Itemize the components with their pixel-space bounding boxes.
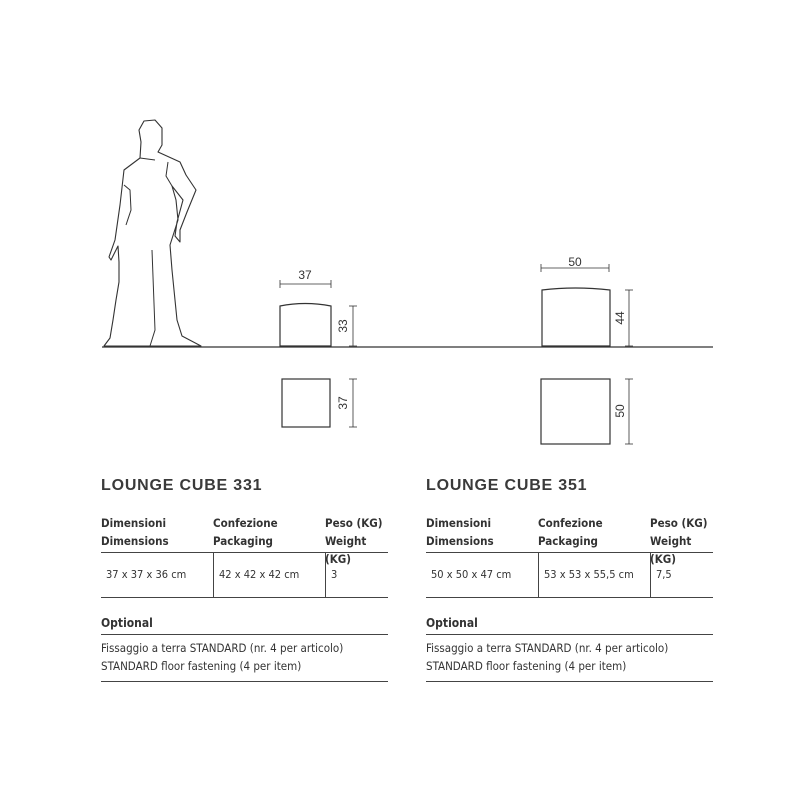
optional-body xyxy=(426,635,713,682)
header-weight: Peso (KG) Weight (KG) xyxy=(650,516,708,566)
optional-title: Optional xyxy=(426,614,713,635)
product-title: LOUNGE CUBE 351 xyxy=(426,477,588,494)
spec-value-row xyxy=(426,553,713,598)
spec-value-row xyxy=(101,553,388,598)
optional-text-it: Fissaggio a terra STANDARD (nr. 4 per articolo) xyxy=(426,641,669,655)
small-cube-top-view xyxy=(282,379,330,427)
optional-body xyxy=(101,635,388,682)
value-weight: 3 xyxy=(325,553,388,597)
product-block-351 xyxy=(426,474,713,682)
small-width-label: 37 xyxy=(298,268,312,282)
small-cube-front xyxy=(280,304,331,347)
optional-text-it: Fissaggio a terra STANDARD (nr. 4 per articolo) xyxy=(101,641,344,655)
optional-title: Optional xyxy=(101,614,388,635)
product-block-331 xyxy=(101,474,388,682)
large-cube-top-view xyxy=(541,379,610,444)
large-cube-front xyxy=(542,288,610,346)
human-silhouette-icon xyxy=(104,120,201,346)
value-dimensions: 37 x 37 x 36 cm xyxy=(106,568,187,581)
product-title: LOUNGE CUBE 331 xyxy=(101,477,263,494)
small-height-label: 33 xyxy=(336,319,350,333)
spec-table xyxy=(426,514,713,598)
small-depth-label: 37 xyxy=(336,396,350,410)
header-packaging: Confezione Packaging xyxy=(538,516,603,548)
header-weight: Peso (KG) Weight (KG) xyxy=(325,516,383,566)
value-dimensions: 50 x 50 x 47 cm xyxy=(431,568,512,581)
header-dimensions: Dimensioni Dimensions xyxy=(426,516,494,548)
value-packaging: 42 x 42 x 42 cm xyxy=(213,553,325,597)
optional-text-en: STANDARD floor fastening (4 per item) xyxy=(426,659,627,673)
optional-text-en: STANDARD floor fastening (4 per item) xyxy=(101,659,302,673)
spec-header-row xyxy=(426,514,713,566)
spec-header-row xyxy=(101,514,388,566)
header-dimensions: Dimensioni Dimensions xyxy=(101,516,169,548)
large-height-label: 44 xyxy=(613,311,627,325)
value-packaging: 53 x 53 x 55,5 cm xyxy=(538,553,650,597)
header-packaging: Confezione Packaging xyxy=(213,516,278,548)
large-width-label: 50 xyxy=(568,255,582,269)
value-weight: 7,5 xyxy=(650,553,713,597)
spec-table xyxy=(101,514,388,598)
large-depth-label: 50 xyxy=(613,404,627,418)
